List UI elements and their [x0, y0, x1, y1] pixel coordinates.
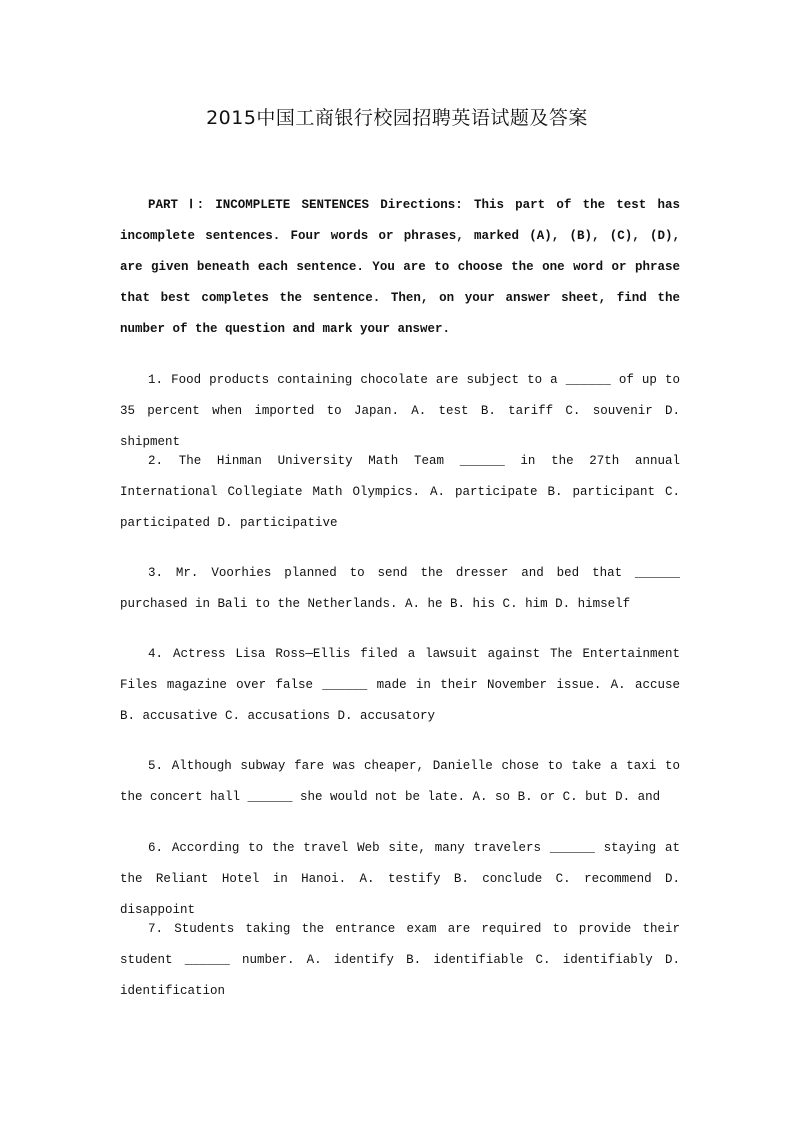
question-1: 1. Food products containing chocolate are subject to a ______ of up to 35 percent when imported to Japan. A. test B. tariff C. souvenir D. shipment [120, 373, 680, 449]
question-7: 7. Students taking the entrance exam are required to provide their student ______ number. A. identify B. identifiable C. identifiably D. identification [120, 922, 680, 998]
question-4: 4. Actress Lisa Ross—Ellis filed a lawsuit against The Entertainment Files magazine over false ______ made in their November issue. A. accuse B. accusative C. accusations D. accusatory [120, 647, 680, 723]
directions-paragraph: PART Ⅰ: INCOMPLETE SENTENCES Directions: This part of the test has incomplete sentences. Four words or phrases, marked (A), (B), (C), (D), are given beneath each sentence. You are to choose the one word or phrase that best completes the sentence. Then, on your answer sheet, find the number of the question and mark your answer. [120, 198, 680, 336]
question-3: 3. Mr. Voorhies planned to send the dresser and bed that ______ purchased in Bali to the Netherlands. A. he B. his C. him D. himself [120, 566, 680, 611]
document-title: 2015中国工商银行校园招聘英语试题及答案 [206, 107, 588, 129]
question-2: 2. The Hinman University Math Team ______ in the 27th annual International Collegiate Math Olympics. A. participate B. participant C. participated D. participative [120, 454, 680, 530]
question-6: 6. According to the travel Web site, many travelers ______ staying at the Reliant Hotel in Hanoi. A. testify B. conclude C. recommend D. disappoint [120, 841, 680, 917]
question-5: 5. Although subway fare was cheaper, Danielle chose to take a taxi to the concert hall ______ she would not be late. A. so B. or C. but D. and [120, 759, 680, 804]
